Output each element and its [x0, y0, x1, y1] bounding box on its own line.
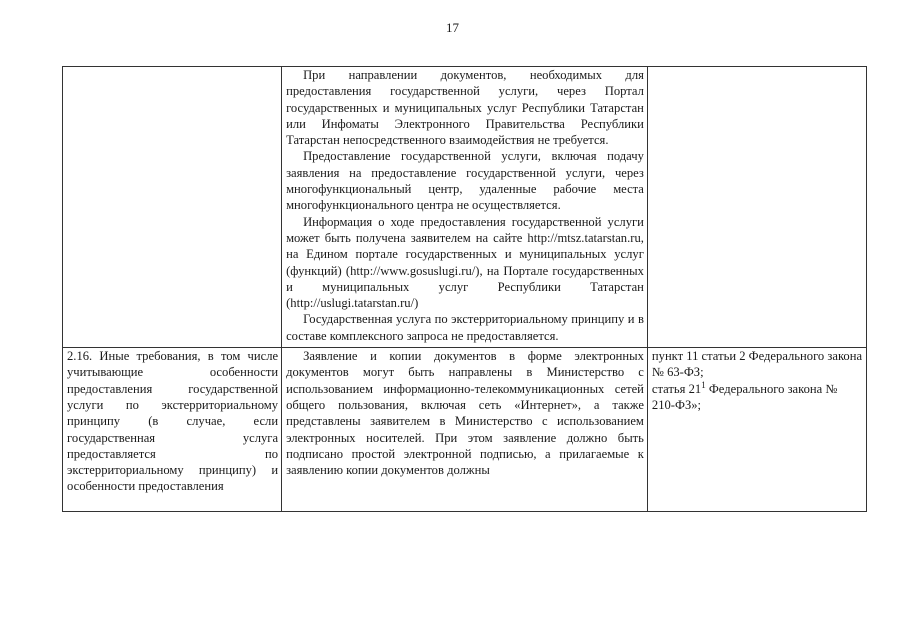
requirement-content-cell [282, 348, 648, 512]
requirement-name-cell [63, 67, 282, 348]
paragraph: Государственная услуга по экстерриториальному принципу и в составе комплексного запроса не предоставляется. [286, 312, 644, 343]
table-row [63, 348, 867, 512]
requirements-table [62, 66, 867, 512]
paragraph: Заявление и копии документов в форме электронных документов могут быть направлены в Министерство с использованием информационно-телекоммуникационных сетей общего пользования, включая сеть «Интернет», а также представлены заявителем в Министерство с использованием электронных носителей. При этом заявление должно быть подписано простой электронной подписью, а прилагаемые к заявлению копии документов должны [286, 349, 644, 478]
legal-basis-cell [647, 67, 866, 348]
table-row [63, 67, 867, 348]
requirement-name-cell [63, 348, 282, 512]
page-number: 17 [446, 20, 459, 35]
legal-reference: статья $21^1$ Федерального закона № 210-ФЗ»; [651, 379, 838, 412]
legal-basis-cell [647, 348, 866, 512]
paragraph: Предоставление государственной услуги, включая подачу заявления на предоставление государственной услуги, через многофункциональный центр, удаленные рабочие места многофункционального центра не осуществляется. [286, 149, 644, 213]
requirement-content-cell [282, 67, 648, 348]
paragraph: Информация о ходе предоставления государственной услуги может быть получена заявителем на сайте http://mtsz.tatarstan.ru, на Едином портале государственных и муниципальных услуг (функций) (http://www.gosuslugi.ru/), на Портале государственных и муниципальных услуг Республики Татарстан (http://uslugi.tatarstan.ru/) [286, 214, 644, 311]
legal-reference: пункт 11 статьи 2 Федерального закона № 63-ФЗ; [651, 349, 863, 380]
paragraph: При направлении документов, необходимых для предоставления государственной услуги, через Портал государственных и муниципальных услуг Республики Татарстан или Инфоматы Электронного Правительства Республики Татарстан непосредственного взаимодействия не требуется. [286, 68, 644, 148]
paragraph: 2.16. Иные требования, в том числе учитывающие особенности предоставления государственной услуги по экстерриториальному принципу (в случае, если государственная услуга предоставляется по экстерриториальному принципу) и особенности предоставления [67, 349, 279, 494]
